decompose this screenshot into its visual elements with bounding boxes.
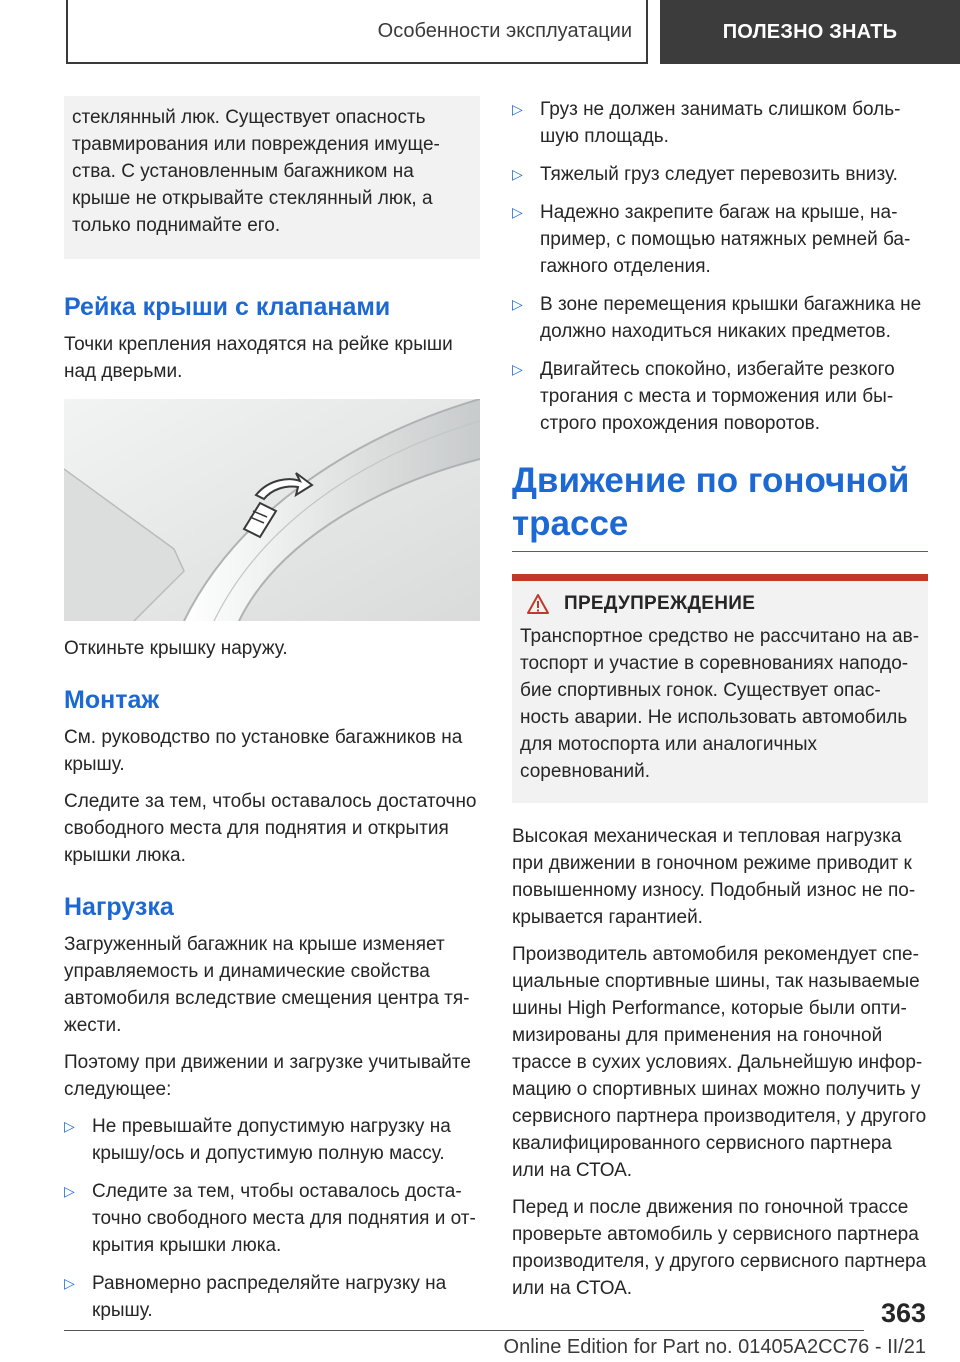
paragraph-track-1: Высокая механическая и тепловая нагрузка при движении в гоночном режиме приводит к повышенному износу. Подобный износ не покрывается гарантией. — [512, 826, 916, 928]
paragraph-track-3: Перед и после движения по гоночной трассе проверьте автомобиль у сервисного партнера производителя, у другого сервисного партнера или на СТОА. — [512, 1197, 927, 1299]
footer-rule — [64, 1330, 864, 1331]
bullet-triangle-icon: ▷ — [64, 1118, 75, 1134]
list-item: ▷ Следите за тем, чтобы оставалось достаточно свободного места для поднятия и открытия крышки люка. — [64, 1178, 480, 1259]
warning-header — [520, 581, 920, 623]
warning-bar — [512, 574, 928, 581]
chapter-title: ПОЛЕЗНО ЗНАТЬ — [660, 0, 960, 64]
bullet-triangle-icon: ▷ — [64, 1275, 75, 1291]
list-item: ▷ В зоне перемещения крышки багажника не должно находиться никаких предметов. — [512, 291, 928, 345]
list-item: ▷ Груз не должен занимать слишком большую площадь. — [512, 96, 928, 150]
bullet-triangle-icon: ▷ — [512, 166, 523, 182]
load-list — [64, 1113, 480, 1324]
right-column — [512, 96, 928, 1312]
bullet-triangle-icon: ▷ — [512, 101, 523, 117]
continued-warning-box — [64, 96, 480, 259]
page-number: 363 — [880, 1298, 926, 1328]
heading-rule — [512, 551, 928, 552]
left-column — [64, 96, 480, 1335]
paragraph-roof-rail: Точки крепления находятся на рейке крыши над дверьми. — [64, 334, 453, 382]
list-item: ▷ Тяжелый груз следует перевозить внизу. — [512, 161, 928, 188]
heading-race-track: Движение по гоночной трассе — [512, 461, 910, 543]
list-item: ▷ Двигайтесь спокойно, избегайте резкого трогания с места и торможения или быстрого прохождения поворотов. — [512, 356, 928, 437]
heading-mounting: Монтаж — [64, 686, 160, 714]
heading-load: Нагрузка — [64, 893, 174, 921]
bullet-triangle-icon: ▷ — [512, 361, 523, 377]
paragraph-load-2: Поэтому при движении и загрузке учитывайте следующее: — [64, 1052, 471, 1100]
roof-rail-flap-arrow-icon — [64, 399, 480, 621]
section-title: Особенности эксплуатации — [66, 0, 648, 64]
edition-info: Online Edition for Part no. 01405A2CC76 - II/21 — [503, 1336, 926, 1358]
roof-rail-photo — [64, 399, 480, 621]
list-item: ▷ Равномерно распределяйте нагрузку на крышу. — [64, 1270, 480, 1324]
paragraph-track-2: Производитель автомобиля рекомендует специальные спортивные шины, так называемые шины High Performance, которые были оптимизированы для применения на гоночной трассе в сухих условиях. Дальнейшую информацию о спортивных шинах можно получить у сервисного партнера производителя, у другого квалифицированного сервисного партнера или на СТОА. — [512, 944, 927, 1181]
page-header — [0, 0, 960, 66]
photo-caption: Откиньте крышку наружу. — [64, 638, 288, 659]
paragraph-load-1: Загруженный багажник на крыше изменяет управляемость и динамические свойства автомобиля вследствие смещения центра тяжести. — [64, 934, 470, 1036]
heading-roof-rail: Рейка крыши с клапанами — [64, 293, 391, 321]
warning-text: Транспортное средство не рассчитано на автоспорт и участие в соревнованиях наподобие спортивных гонок. Существует опасность аварии. Не использовать автомобиль для мотоспорта или аналогичных соревнований. — [520, 626, 920, 782]
warning-box — [512, 574, 928, 803]
list-item: ▷ Надежно закрепите багаж на крыше, например, с помощью натяжных ремней багажного отделения. — [512, 199, 928, 280]
bullet-triangle-icon: ▷ — [64, 1183, 75, 1199]
paragraph-mounting-1: См. руководство по установке багажников на крышу. — [64, 727, 463, 775]
cargo-list — [512, 96, 928, 437]
paragraph-mounting-2: Следите за тем, чтобы оставалось достаточно свободного места для поднятия и открытия крышки люка. — [64, 791, 477, 866]
warning-title: ПРЕДУПРЕЖДЕНИЕ — [564, 593, 756, 614]
bullet-triangle-icon: ▷ — [512, 204, 523, 220]
list-item: ▷ Не превышайте допустимую нагрузку на крышу/ось и допустимую полную массу. — [64, 1113, 480, 1167]
box-text: стеклянный люк. Существует опасность травмирования или повреждения имущества. С установленным багажником на крыше не открывайте стеклянный люк, а только поднимайте его. — [72, 107, 440, 236]
warning-triangle-icon — [526, 593, 550, 615]
bullet-triangle-icon: ▷ — [512, 296, 523, 312]
